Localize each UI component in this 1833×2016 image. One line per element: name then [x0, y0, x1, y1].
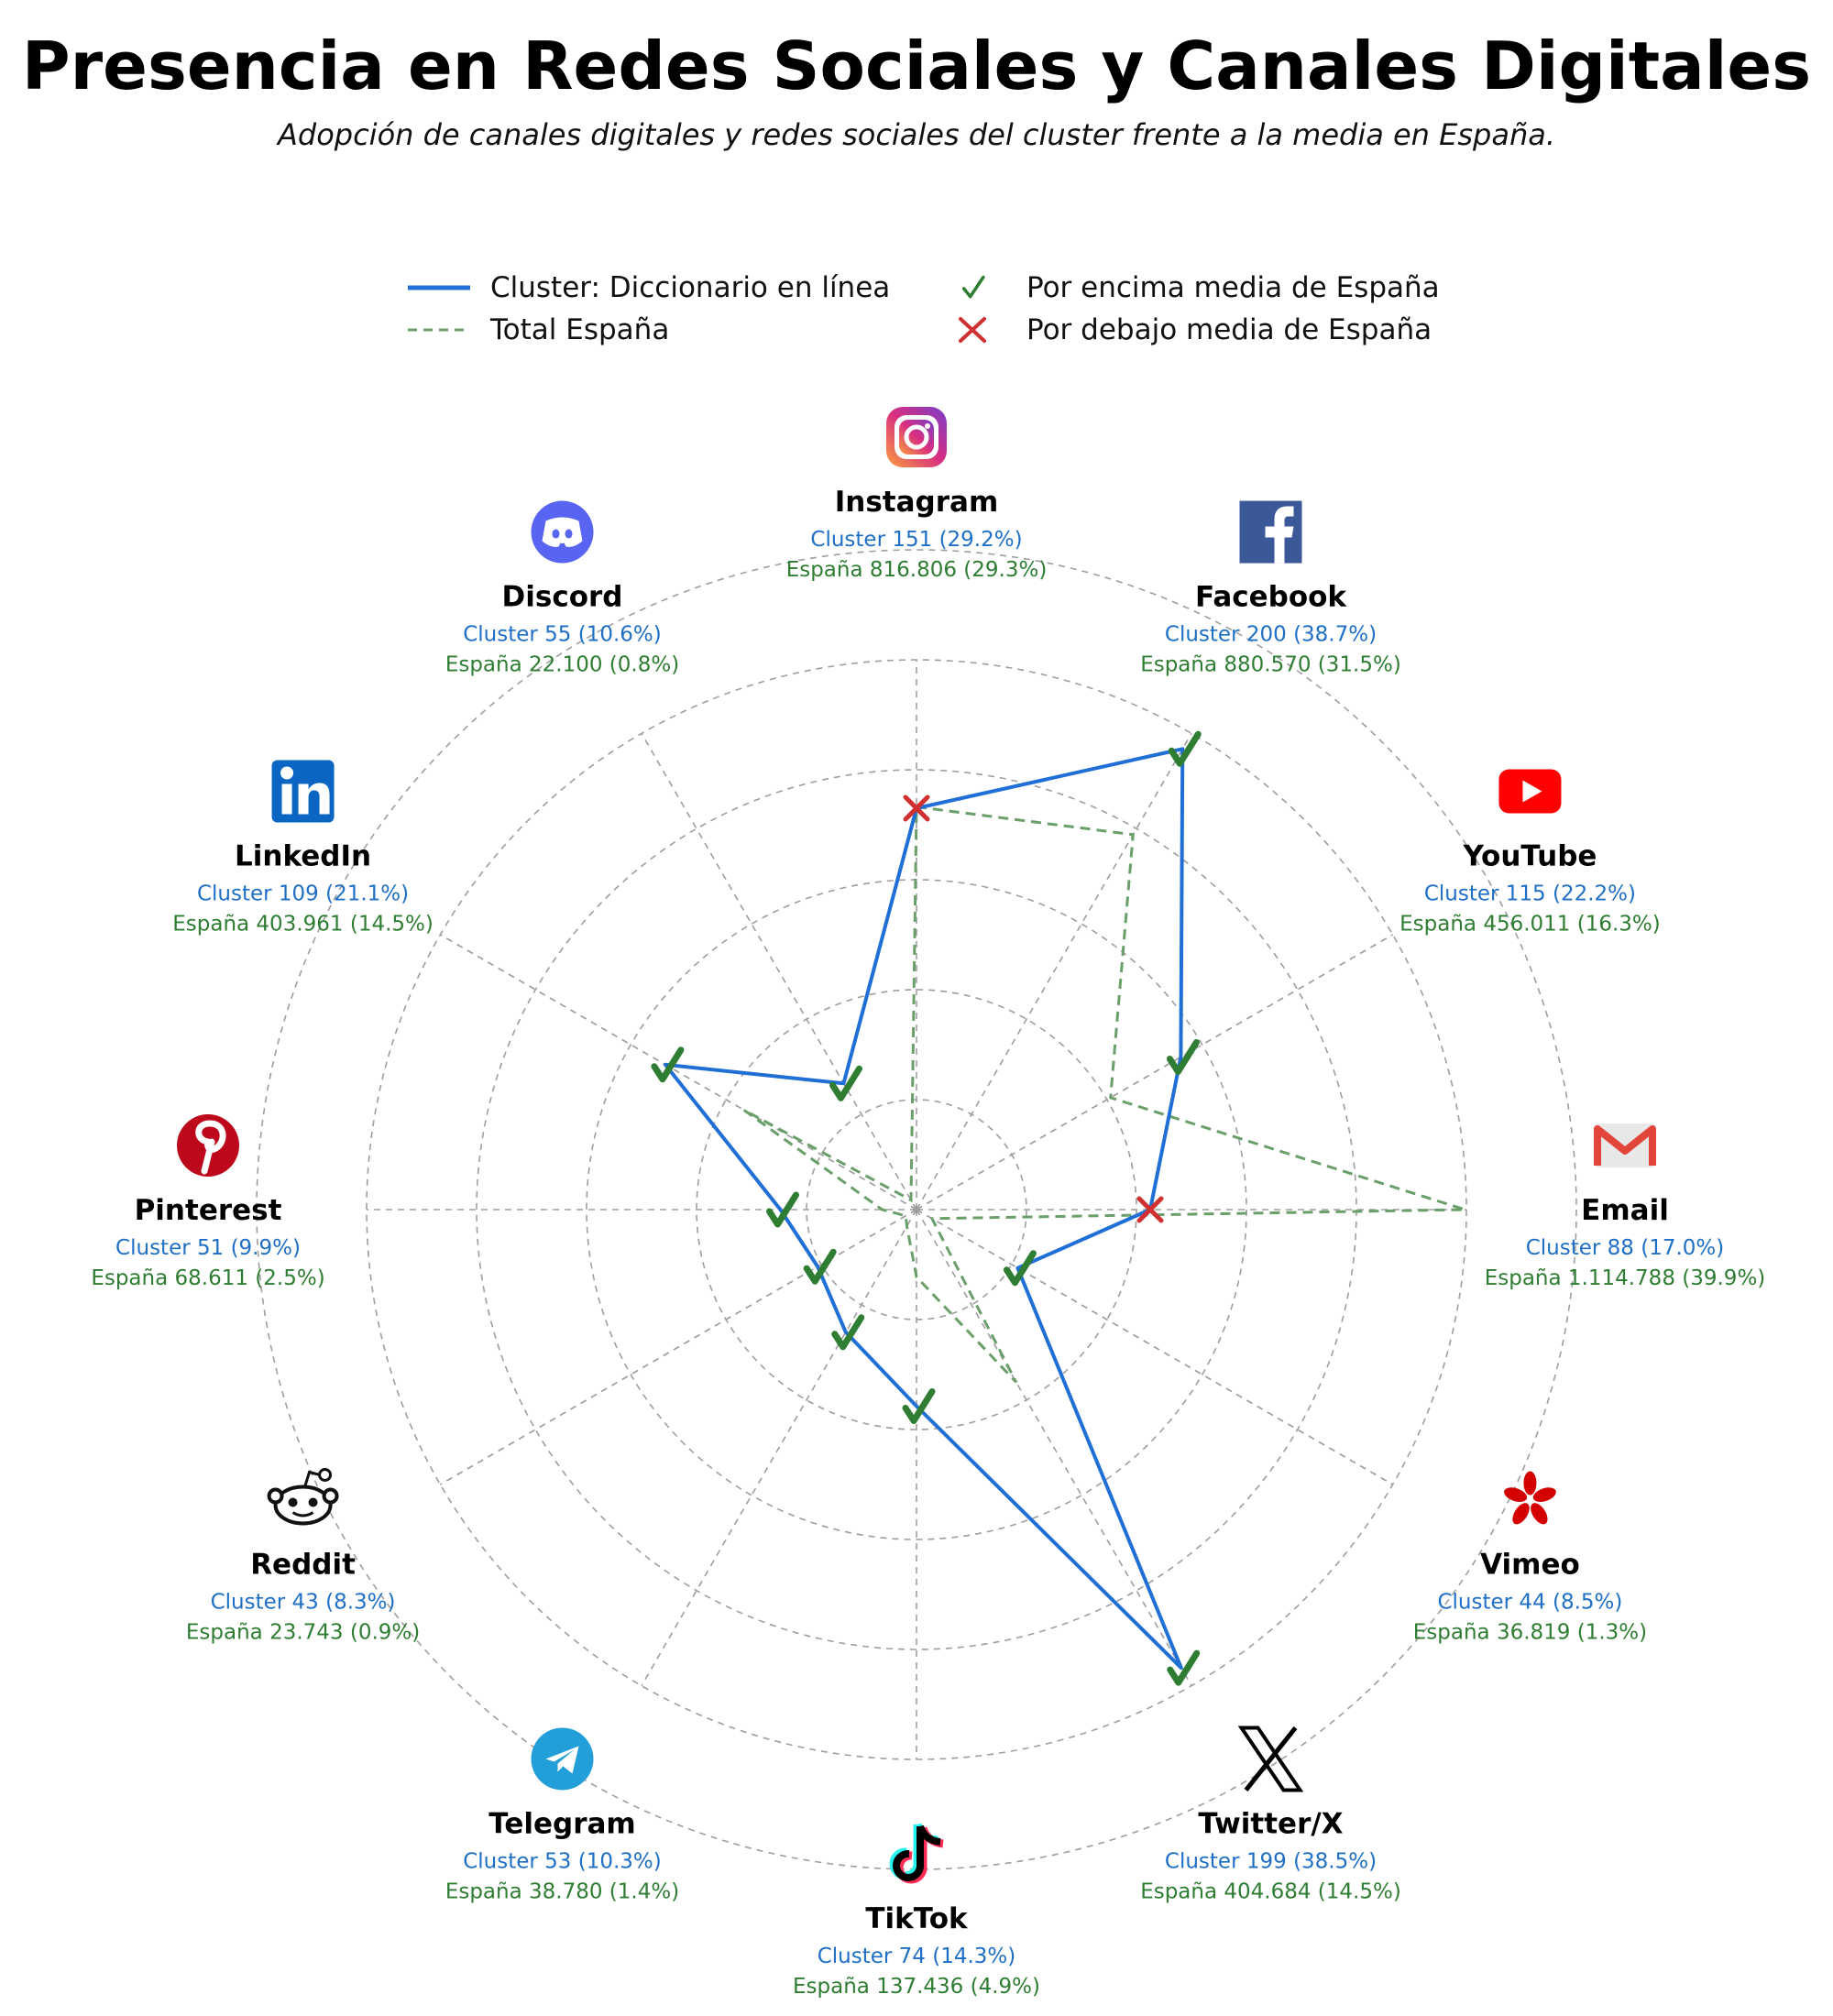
category-spain-value: España 1.114.788 (39.9%): [1484, 1266, 1766, 1290]
category-cluster-value: Cluster 151 (29.2%): [810, 528, 1023, 552]
category-cluster-value: Cluster 43 (8.3%): [210, 1590, 396, 1615]
category-cluster-value: Cluster 200 (38.7%): [1164, 622, 1377, 647]
category-name: Reddit: [250, 1548, 356, 1582]
grid-spoke: [916, 935, 1393, 1210]
category-spain-value: España 816.806 (29.3%): [785, 558, 1048, 582]
linkedin-icon: [272, 761, 335, 823]
category-name: Twitter/X: [1198, 1807, 1344, 1841]
radar-grid: [257, 550, 1576, 1869]
category-spain-value: España 137.436 (4.9%): [793, 1975, 1040, 1999]
discord-icon: [532, 501, 594, 564]
telegram-icon: [532, 1727, 594, 1790]
category-label-pinterest: [91, 1114, 324, 1290]
instagram-icon: [886, 407, 947, 467]
vimeo-icon: [1502, 1472, 1558, 1528]
grid-spoke: [916, 1210, 1393, 1485]
category-label-reddit: [186, 1470, 420, 1645]
category-label-youtube: [1399, 770, 1661, 937]
category-name: Instagram: [834, 486, 999, 519]
email-icon: [1594, 1123, 1656, 1167]
grid-spoke: [642, 733, 916, 1210]
category-cluster-value: Cluster 88 (17.0%): [1525, 1236, 1725, 1260]
category-label-linkedin: [172, 761, 434, 937]
category-label-facebook: [1140, 501, 1401, 677]
grid-spoke: [916, 733, 1191, 1210]
legend-label-cluster: Cluster: Diccionario en línea: [490, 271, 891, 304]
category-label-telegram: [445, 1727, 679, 1903]
grid-spoke: [642, 1210, 916, 1686]
category-name: Facebook: [1194, 580, 1347, 614]
category-spain-value: España 23.743 (0.9%): [185, 1620, 421, 1645]
category-cluster-value: Cluster 55 (10.6%): [463, 622, 662, 647]
category-cluster-value: Cluster 109 (21.1%): [196, 882, 410, 906]
pinterest-icon: [177, 1114, 239, 1177]
twitter-x-icon: [1242, 1727, 1301, 1790]
chart-title: Presencia en Redes Sociales y Canales Digitales: [21, 27, 1812, 104]
category-cluster-value: Cluster 74 (14.3%): [817, 1945, 1016, 1968]
category-label-twitter-x: [1140, 1727, 1401, 1903]
category-name: Pinterest: [134, 1194, 282, 1227]
chart-subtitle: Adopción de canales digitales y redes sociales del cluster frente a la media en España.: [277, 117, 1555, 152]
tiktok-icon: [894, 1824, 943, 1879]
category-spain-value: España 36.819 (1.3%): [1412, 1620, 1648, 1645]
category-spain-value: España 68.611 (2.5%): [91, 1266, 325, 1290]
category-name: LinkedIn: [235, 839, 372, 873]
category-spain-value: España 404.684 (14.5%): [1140, 1879, 1401, 1904]
category-cluster-value: Cluster 51 (9.9%): [115, 1236, 301, 1260]
category-spain-value: España 38.780 (1.4%): [445, 1879, 680, 1904]
category-name: Vimeo: [1480, 1548, 1580, 1582]
category-name: TikTok: [865, 1902, 968, 1935]
facebook-icon: [1240, 501, 1302, 564]
category-name: Discord: [501, 580, 623, 614]
category-label-discord: [445, 501, 679, 677]
category-spain-value: España 880.570 (31.5%): [1140, 652, 1401, 677]
category-label-vimeo: [1413, 1472, 1647, 1645]
legend-label-above: Por encima media de España: [1026, 271, 1440, 304]
legend-label-spain: Total España: [490, 313, 670, 346]
category-spain-value: España 403.961 (14.5%): [172, 912, 434, 937]
category-name: Telegram: [488, 1807, 636, 1841]
category-cluster-value: Cluster 115 (22.2%): [1423, 882, 1637, 906]
category-name: Email: [1581, 1194, 1669, 1227]
category-spain-value: España 456.011 (16.3%): [1399, 912, 1661, 937]
category-cluster-value: Cluster 53 (10.3%): [463, 1849, 662, 1874]
radar-markers: [654, 734, 1198, 1682]
marker-above-twitter-x: [1170, 1653, 1197, 1682]
series-spain-line: [744, 807, 1465, 1383]
category-cluster-value: Cluster 199 (38.5%): [1164, 1849, 1377, 1874]
category-label-email: [1485, 1123, 1766, 1290]
marker-above-youtube: [1169, 1043, 1196, 1072]
youtube-icon: [1498, 770, 1561, 814]
category-name: YouTube: [1463, 839, 1597, 873]
series-cluster-line: [665, 749, 1182, 1668]
reddit-icon: [269, 1470, 337, 1524]
category-cluster-value: Cluster 44 (8.5%): [1437, 1590, 1623, 1615]
legend-label-below: Por debajo media de España: [1026, 313, 1432, 346]
category-label-tiktok: [793, 1824, 1040, 1999]
category-spain-value: España 22.100 (0.8%): [445, 652, 680, 677]
